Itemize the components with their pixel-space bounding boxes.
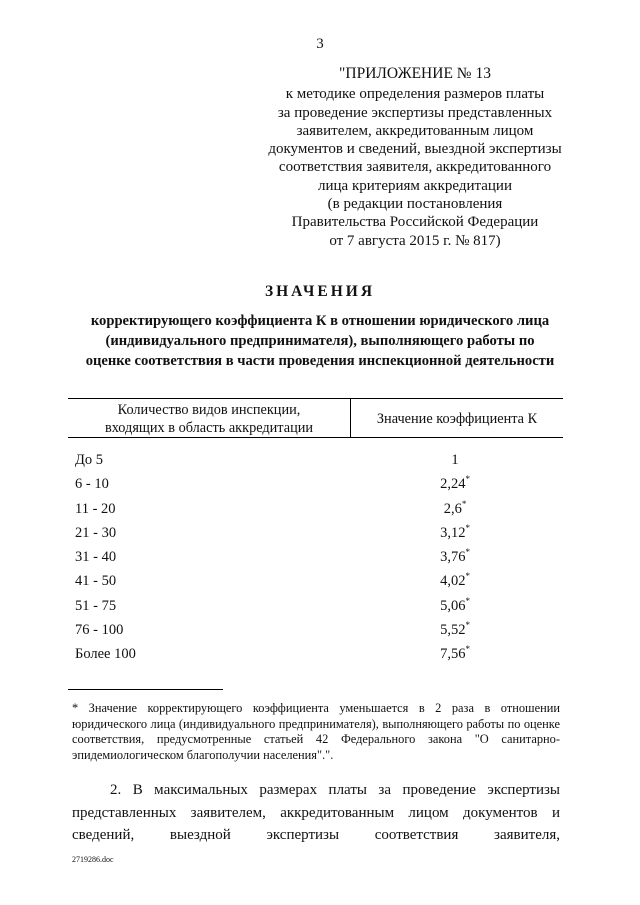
appendix-line: Правительства Российской Федерации (291, 214, 539, 231)
row-range: 76 - 100 (75, 622, 124, 639)
table-top-rule (68, 398, 563, 399)
table-row (0, 522, 640, 549)
footnote-separator (68, 689, 223, 690)
appendix-line: лица критериям аккредитации (318, 177, 512, 194)
footnote-mark: * (465, 474, 470, 485)
coefficient-value: 1 (451, 452, 459, 468)
appendix-line: от 7 августа 2015 г. № 817) (329, 232, 501, 249)
footnote-mark: * (465, 571, 470, 582)
table-header-rule (68, 437, 563, 438)
row-coefficient (405, 452, 505, 469)
row-coefficient (405, 646, 505, 663)
table-row (0, 622, 640, 646)
row-range: 41 - 50 (75, 573, 117, 590)
coefficient-value: 2,6 (443, 500, 462, 517)
page-number: 3 (316, 36, 324, 52)
coefficient-value: 7,56 (440, 646, 466, 663)
row-range: 51 - 75 (75, 597, 117, 614)
document-subtitle (60, 311, 580, 371)
row-coefficient (405, 622, 505, 639)
footnote-mark: * (465, 595, 470, 606)
table-header-count-line: Количество видов инспекции, (117, 402, 301, 418)
footnote-mark: * (465, 644, 470, 655)
row-range: 11 - 20 (75, 500, 116, 517)
coefficient-value: 3,76 (440, 549, 466, 566)
document-title: ЗНАЧЕНИЯ (264, 283, 376, 300)
table-row (0, 549, 640, 573)
table-header-count-line: входящих в область аккредитации (104, 419, 314, 436)
appendix-line: за проведение экспертизы представленных (277, 104, 553, 121)
row-coefficient (405, 476, 505, 493)
footnote-mark: * (465, 522, 470, 533)
row-coefficient (405, 522, 505, 542)
row-range: 6 - 10 (75, 476, 109, 493)
subtitle-line: (индивидуального предпринимателя), выполняющего работы по (105, 333, 535, 349)
appendix-heading: "ПРИЛОЖЕНИЕ № 13 (339, 65, 491, 82)
coefficient-value: 3,12 (440, 524, 466, 541)
document-code: 2719286.doc (72, 855, 114, 864)
row-coefficient (405, 498, 505, 518)
table-row (0, 476, 640, 500)
appendix-line: документов и сведений, выездной экспертизы (268, 141, 562, 158)
row-coefficient (405, 573, 505, 590)
footnote-mark: * (465, 620, 470, 631)
coefficient-value: 2,24 (440, 476, 466, 493)
coefficient-table-body (0, 452, 640, 671)
body-paragraph: 2. В максимальных размерах платы за проведение экспертизы представленных заявителем, аккредитованным лицом документов и сведений, выездной экспертизы соответствия заявителя, (72, 782, 560, 843)
row-coefficient (405, 549, 505, 566)
appendix-line: к методике определения размеров платы (285, 86, 545, 103)
coefficient-value: 5,52 (440, 622, 466, 639)
appendix-block (250, 65, 580, 250)
footnote: * Значение корректирующего коэффициента уменьшается в 2 раза в отношении юридического лица (индивидуального предпринимателя), выполняющего работы по оценке соответствия, предусмотренные статьей 42 Федерального закона "О санитарно-эпидемиологическом благополучии населения".". (72, 701, 560, 762)
appendix-line: соответствия заявителя, аккредитованного (278, 159, 552, 176)
row-range: До 5 (75, 452, 104, 468)
table-row (0, 595, 640, 622)
table-row (0, 646, 640, 670)
appendix-line: (в редакции постановления (327, 196, 503, 213)
footnote-mark: * (461, 498, 467, 509)
row-range: 31 - 40 (75, 549, 117, 566)
table-header-coefficient: Значение коэффициента К (376, 411, 538, 427)
row-coefficient (405, 595, 505, 615)
subtitle-line: корректирующего коэффициента К в отношении юридического лица (90, 313, 550, 329)
appendix-line: заявителем, аккредитованным лицом (296, 122, 534, 139)
row-range: Более 100 (75, 646, 136, 663)
table-row (0, 498, 640, 525)
coefficient-value: 5,06 (440, 597, 466, 614)
footnote-mark: * (465, 547, 470, 558)
table-header-count (68, 402, 350, 437)
subtitle-line: оценке соответствия в части проведения инспекционной деятельности (85, 353, 555, 369)
coefficient-value: 4,02 (440, 573, 466, 590)
table-row (0, 452, 640, 476)
row-range: 21 - 30 (75, 524, 117, 541)
table-row (0, 573, 640, 597)
